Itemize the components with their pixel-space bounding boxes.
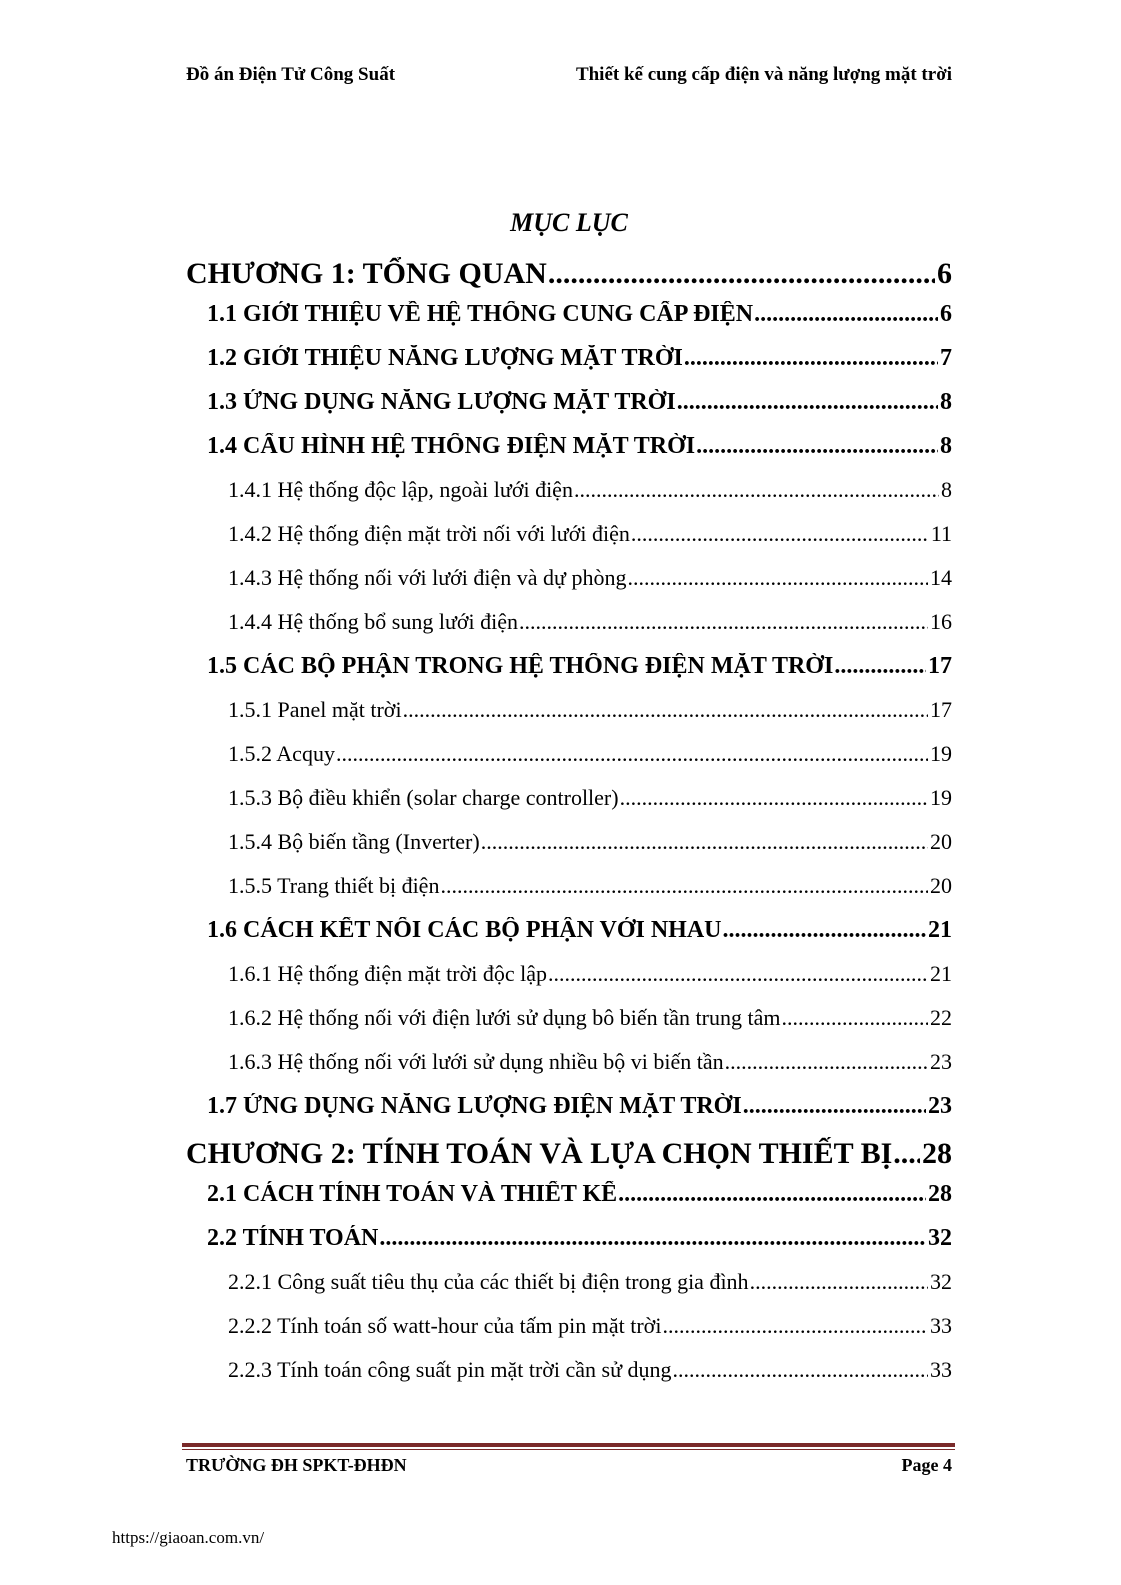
toc-entry[interactable]: [207, 1225, 952, 1259]
toc-entry-page: 6: [937, 257, 952, 290]
toc-leader-dots: [684, 345, 938, 372]
toc-entry-page: 19: [930, 785, 952, 810]
toc-entry-page: 8: [941, 477, 952, 502]
toc-entry-page: 17: [930, 697, 952, 722]
toc-entry[interactable]: [228, 829, 952, 861]
toc-entry[interactable]: [228, 1313, 952, 1345]
toc-leader-dots: [519, 609, 928, 635]
header-course-title: Đồ án Điện Tử Công Suất: [186, 64, 396, 85]
toc-entry-page: 28: [922, 1137, 952, 1170]
toc-leader-dots: [743, 1093, 926, 1120]
toc-entry-label: 1.5.4 Bộ biến tầng (Inverter): [228, 829, 480, 854]
toc-entry-label: 1.5.2 Acquy: [228, 741, 335, 766]
toc-entry-label: 1.6.3 Hệ thống nối với lưới sử dụng nhiều bộ vi biến tần: [228, 1049, 724, 1074]
source-url[interactable]: https://giaoan.com.vn/: [112, 1528, 265, 1547]
toc-entry[interactable]: [228, 961, 952, 993]
toc-entry[interactable]: [207, 917, 952, 951]
toc-entry[interactable]: [207, 389, 952, 423]
toc-entry-label: 1.1 GIỚI THIỆU VỀ HỆ THỐNG CUNG CẤP ĐIỆN: [207, 301, 754, 327]
toc-leader-dots: [618, 1181, 926, 1208]
toc-leader-dots: [723, 917, 927, 944]
toc-entry[interactable]: [228, 697, 952, 729]
toc-entry-label: 1.4.1 Hệ thống độc lập, ngoài lưới điện: [228, 477, 573, 502]
toc-entry[interactable]: [228, 1005, 952, 1037]
toc-entry-label: 1.5.3 Bộ điều khiển (solar charge controller): [228, 785, 619, 810]
toc-entry[interactable]: [186, 257, 952, 297]
toc-leader-dots: [725, 1049, 928, 1075]
toc-entry[interactable]: [228, 873, 952, 905]
toc-entry[interactable]: [207, 1181, 952, 1215]
toc-leader-dots: [754, 301, 938, 328]
toc-entry-label: 1.4.2 Hệ thống điện mặt trời nối với lưới điện: [228, 521, 630, 546]
toc-entry-label: 2.2.3 Tính toán công suất pin mặt trời cần sử dụng: [228, 1357, 672, 1382]
page-number: Page 4: [901, 1455, 952, 1475]
toc-leader-dots: [403, 697, 928, 723]
toc-entry[interactable]: [228, 1049, 952, 1081]
toc-entry[interactable]: [228, 1357, 952, 1389]
toc-leader-dots: [620, 785, 928, 811]
toc-leader-dots: [481, 829, 928, 855]
toc-entry-page: 20: [930, 829, 952, 854]
toc-entry[interactable]: [207, 301, 952, 335]
toc-entry-page: 16: [930, 609, 952, 634]
toc-entry-label: 1.6 CÁCH KẾT NỐI CÁC BỘ PHẬN VỚI NHAU: [207, 917, 722, 943]
page-header: [186, 64, 952, 94]
toc-entry-label: 2.2.2 Tính toán số watt-hour của tấm pin mặt trời: [228, 1313, 662, 1338]
toc-entry-page: 17: [928, 653, 952, 679]
toc-entry-page: 7: [940, 345, 952, 371]
toc-entry[interactable]: [228, 609, 952, 641]
page-footer: [186, 1455, 952, 1483]
toc-leader-dots: [574, 477, 939, 503]
toc-entry-page: 23: [930, 1049, 952, 1074]
toc-entry-page: 32: [928, 1225, 952, 1251]
toc-entry-label: 1.4 CẤU HÌNH HỆ THỐNG ĐIỆN MẶT TRỜI: [207, 433, 696, 459]
toc-entry-label: 1.3 ỨNG DỤNG NĂNG LƯỢNG MẶT TRỜI: [207, 389, 676, 415]
toc-leader-dots: [781, 1005, 928, 1031]
toc-entry-page: 28: [928, 1181, 952, 1207]
footer-rule-thin: [182, 1449, 955, 1450]
toc-entry[interactable]: [228, 565, 952, 597]
toc-entry-page: 20: [930, 873, 952, 898]
toc-entry-label: 1.5.5 Trang thiết bị điện: [228, 873, 440, 898]
toc-entry-page: 8: [940, 433, 952, 459]
toc-leader-dots: [440, 873, 928, 899]
toc-leader-dots: [631, 521, 929, 547]
toc-entry-page: 14: [930, 565, 952, 590]
toc-entry-label: CHƯƠNG 1: TỔNG QUAN: [186, 257, 547, 290]
toc-leader-dots: [627, 565, 928, 591]
toc-entry[interactable]: [228, 477, 952, 509]
toc-entry-page: 21: [930, 961, 952, 986]
toc-entry[interactable]: [228, 521, 952, 553]
toc-entry-label: CHƯƠNG 2: TÍNH TOÁN VÀ LỰA CHỌN THIẾT BỊ: [186, 1137, 893, 1170]
toc-entry-label: 2.1 CÁCH TÍNH TOÁN VÀ THIẾT KẾ: [207, 1181, 618, 1207]
toc-entry-page: 11: [930, 521, 952, 546]
toc-entry-page: 21: [928, 917, 952, 943]
toc-entry-label: 1.5 CÁC BỘ PHẬN TRONG HỆ THỐNG ĐIỆN MẶT TRỜI: [207, 653, 834, 679]
toc-entry[interactable]: [207, 345, 952, 379]
toc-entry-label: 2.2.1 Công suất tiêu thụ của các thiết bị điện trong gia đình: [228, 1269, 749, 1294]
toc-entry[interactable]: [228, 1269, 952, 1301]
toc-entry-label: 1.6.1 Hệ thống điện mặt trời độc lập: [228, 961, 547, 986]
toc-leader-dots: [548, 257, 935, 291]
toc-entry-label: 1.6.2 Hệ thống nối với điện lưới sử dụng bô biến tần trung tâm: [228, 1005, 781, 1030]
toc-leader-dots: [548, 961, 928, 987]
toc-entry[interactable]: [207, 433, 952, 467]
toc-entry-page: 22: [930, 1005, 952, 1030]
toc-entry[interactable]: [228, 741, 952, 773]
toc-title: MỤC LỤC: [510, 208, 628, 237]
toc-entry[interactable]: [207, 1093, 952, 1127]
toc-leader-dots: [336, 741, 928, 767]
toc-entry-page: 23: [928, 1093, 952, 1119]
toc-leader-dots: [893, 1137, 920, 1171]
toc-entry-label: 1.7 ỨNG DỤNG NĂNG LƯỢNG ĐIỆN MẶT TRỜI: [207, 1093, 742, 1119]
toc-entry-page: 19: [930, 741, 952, 766]
toc-leader-dots: [677, 389, 938, 416]
toc-entry-label: 1.5.1 Panel mặt trời: [228, 697, 402, 722]
header-project-title: Thiết kế cung cấp điện và năng lượng mặt trời: [575, 64, 952, 85]
footer-school: TRƯỜNG ĐH SPKT-ĐHĐN: [186, 1455, 407, 1475]
toc-leader-dots: [696, 433, 938, 460]
toc-entry-page: 6: [940, 301, 952, 327]
toc-entry-label: 1.2 GIỚI THIỆU NĂNG LƯỢNG MẶT TRỜI: [207, 345, 683, 371]
footer-rule: [182, 1443, 955, 1447]
toc-entry-label: 1.4.3 Hệ thống nối với lưới điện và dự phòng: [228, 565, 627, 590]
toc-leader-dots: [379, 1225, 926, 1252]
toc-leader-dots: [834, 653, 926, 680]
toc-entry-page: 32: [930, 1269, 952, 1294]
toc-entry[interactable]: [186, 1137, 952, 1177]
toc-entry-page: 33: [930, 1313, 952, 1338]
toc-leader-dots: [662, 1313, 928, 1339]
toc-entry[interactable]: [228, 785, 952, 817]
toc-entry-label: 2.2 TÍNH TOÁN: [207, 1225, 379, 1251]
toc-entry-label: 1.4.4 Hệ thống bổ sung lưới điện: [228, 609, 518, 634]
toc-leader-dots: [750, 1269, 928, 1295]
toc-entry-page: 8: [940, 389, 952, 415]
toc-entry[interactable]: [207, 653, 952, 687]
toc-leader-dots: [673, 1357, 928, 1383]
toc-entry-page: 33: [930, 1357, 952, 1382]
